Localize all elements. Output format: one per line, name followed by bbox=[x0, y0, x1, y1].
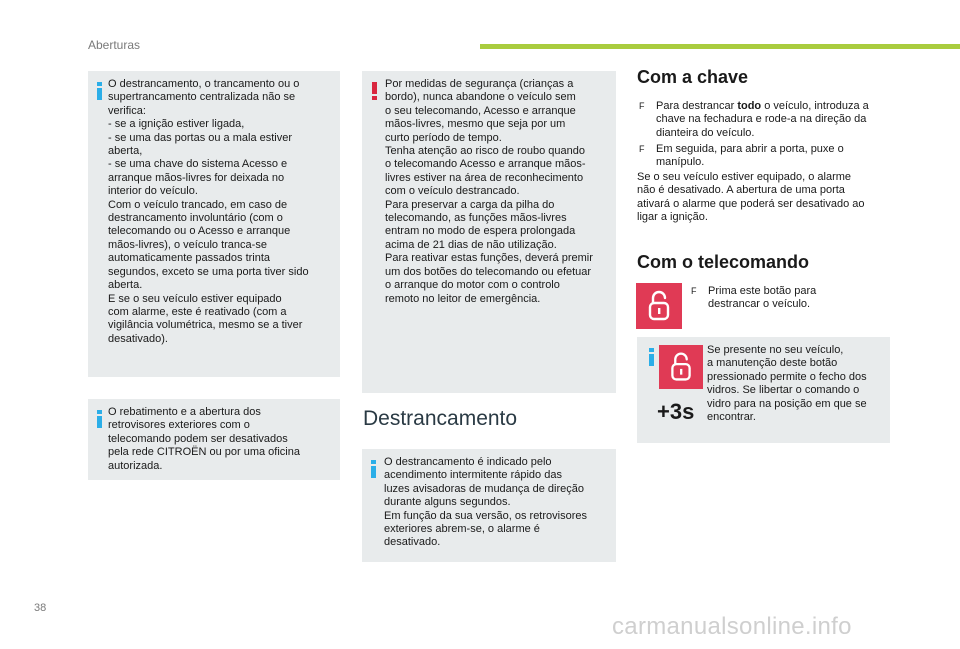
heading-com-a-chave: Com a chave bbox=[637, 67, 749, 87]
warning-icon bbox=[371, 82, 379, 100]
key-instruction-2: F Em seguida, para abrir a porta, puxe o manípulo. bbox=[639, 143, 844, 169]
heading-destrancamento: Destrancamento bbox=[363, 407, 518, 430]
unlock-button-tile bbox=[659, 345, 703, 389]
header-accent-rule bbox=[480, 44, 960, 49]
info-icon bbox=[646, 348, 658, 366]
info-icon bbox=[368, 460, 380, 478]
key-instruction-1: F Para destrancar todo o veículo, introduza a chave na fechadura e rode-a na direção da dianteira do veículo. bbox=[639, 100, 869, 139]
page-number: 38 bbox=[34, 602, 47, 614]
bullet-marker: F bbox=[639, 101, 645, 111]
note-text-unlocking: O destrancamento é indicado pelo acendimento intermitente rápido das luzes avisadoras de mudança de direção durante alguns segundos. Em função da sua versão, os retrovisores exteriores abrem-se, o alarme é desativado. bbox=[384, 456, 587, 549]
heading-com-o-telecomando: Com o telecomando bbox=[637, 252, 810, 272]
bullet-marker: F bbox=[691, 286, 697, 296]
hold-duration-label: +3s bbox=[657, 399, 695, 424]
bullet-marker: F bbox=[639, 144, 645, 154]
unlock-button-tile bbox=[636, 283, 682, 329]
note-text-centralized-locking: O destrancamento, o trancamento ou o supertrancamento centralizada não se verifica: - se a ignição estiver ligada, - se uma das portas ou a mala estiver aberta, - se uma chave do sistema Acesso e arranque mãos-livres for deixada no interior do veículo. Com o veículo trancado, em caso de destrancamento involuntário (com o telecomando ou o Acesso e arranque mãos-livres), o veículo tranca-se automaticamente passados trinta segundos, exceto se uma porta tiver sido aberta. E se o seu veículo estiver equipado com alarme, este é reativado (com a vigilância volumétrica, mesmo se a tiver desativado). bbox=[108, 78, 309, 345]
note-box-centralized-locking bbox=[88, 71, 340, 377]
padlock-open-icon bbox=[659, 345, 703, 389]
note-box-unlocking bbox=[362, 449, 616, 562]
info-icon bbox=[94, 410, 106, 428]
padlock-open-icon bbox=[636, 283, 682, 329]
key-alarm-paragraph: Se o seu veículo estiver equipado, o alarme não é desativado. A abertura de uma porta ativará o alarme que poderá ser desativado ao ligar a ignição. bbox=[637, 171, 865, 224]
note-text-window-closing: Se presente no seu veículo, a manutenção deste botão pressionado permite o fecho dos vidros. Se libertar o comando o vidro para na posição em que se encontrar. bbox=[707, 344, 867, 424]
remote-instruction: F Prima este botão para destrancar o veículo. bbox=[691, 285, 817, 311]
plus-3-seconds-icon bbox=[656, 396, 702, 426]
warning-text-security: Por medidas de segurança (crianças a bordo), nunca abandone o veículo sem o seu telecomando, Acesso e arranque mãos-livres, mesmo que seja por um curto período de tempo. Tenha atenção ao risco de roubo quando o telecomando Acesso e arranque mãos- livres estiver na área de reconhecimento com o veículo destrancado. Para preservar a carga da pilha do telecomando, as funções mãos-livres entram no modo de espera prolongada acima de 21 dias de não utilização. Para reativar estas funções, deverá premir um dos botões do telecomando ou efetuar o arranque do motor com o controlo remoto no leitor de emergência. bbox=[385, 78, 593, 305]
note-text-mirrors: O rebatimento e a abertura dos retrovisores exteriores com o telecomando podem ser desativados pela rede CITROËN ou por uma oficina autorizada. bbox=[108, 406, 300, 472]
info-icon bbox=[94, 82, 106, 100]
watermark: carmanualsonline.info bbox=[612, 613, 852, 640]
note-box-mirrors bbox=[88, 399, 340, 480]
section-title: Aberturas bbox=[88, 38, 141, 52]
note-box-window-closing bbox=[637, 337, 890, 443]
warning-box-security bbox=[362, 71, 616, 393]
